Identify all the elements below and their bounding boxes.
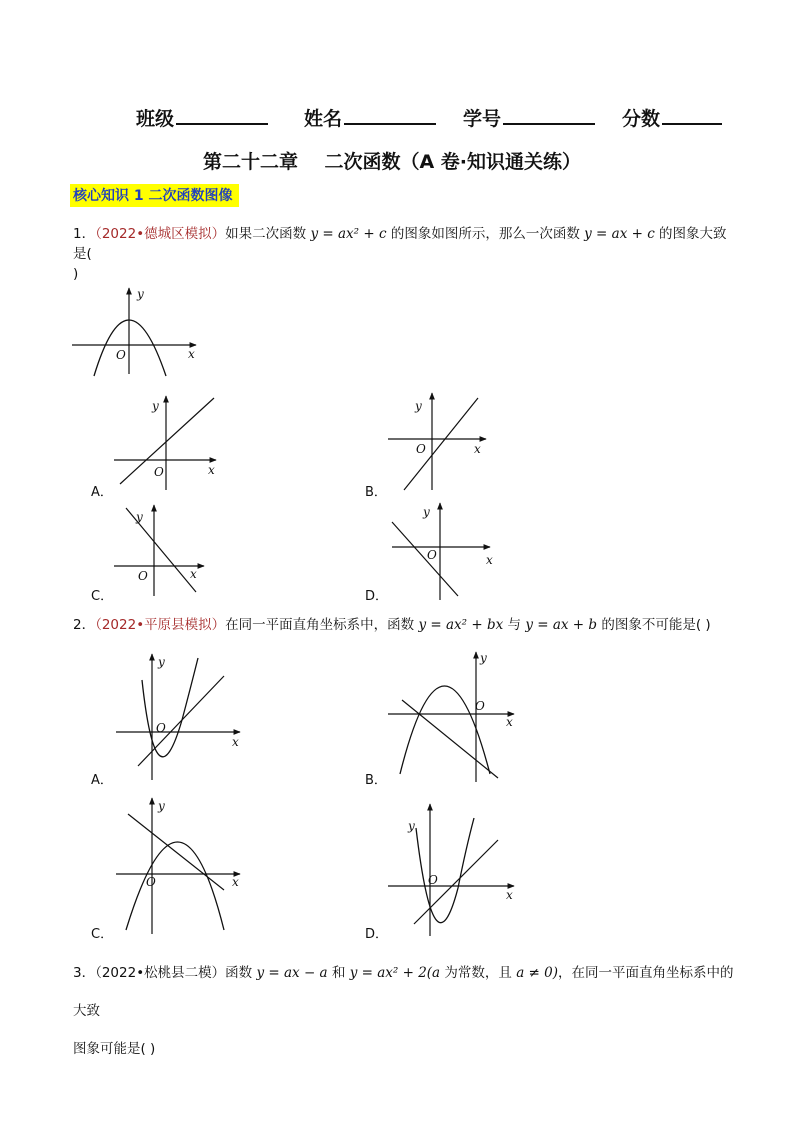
class-field <box>136 104 268 131</box>
origin-label: O <box>416 442 426 456</box>
x-axis-label: x <box>506 715 513 729</box>
student-id-blank[interactable] <box>503 107 595 125</box>
x-axis-label: x <box>208 463 215 477</box>
parabola-curve <box>416 818 474 923</box>
line-graph <box>138 676 224 766</box>
q2-option-c-figure[interactable] <box>112 794 247 936</box>
x-axis-label: x <box>190 567 197 581</box>
option-d-label[interactable]: D． <box>365 927 389 942</box>
question-text: 图象可能是( ) <box>73 1041 156 1057</box>
question-2 <box>73 615 733 635</box>
origin-label: O <box>116 348 126 362</box>
formula: y = ax − a <box>256 965 328 981</box>
x-axis-label: x <box>232 875 239 889</box>
q2-option-b-figure[interactable] <box>386 648 521 784</box>
question-1 <box>73 224 733 284</box>
line-graph <box>120 398 214 484</box>
name-field <box>304 104 436 131</box>
origin-label: O <box>427 548 437 562</box>
score-field <box>622 104 722 131</box>
question-text: ，在同一平面直角坐标系中的大致 <box>73 965 734 1019</box>
y-axis-label: y <box>137 287 144 301</box>
question-number: 1． <box>73 226 96 242</box>
question-number: 3． <box>73 965 96 981</box>
q2-option-d-figure[interactable] <box>386 800 521 938</box>
y-axis-label: y <box>158 655 165 669</box>
y-axis-label: y <box>415 399 422 413</box>
x-axis-label: x <box>486 553 493 567</box>
parabola-curve <box>126 842 224 930</box>
option-c-label[interactable]: C． <box>91 589 114 604</box>
origin-label: O <box>154 465 164 479</box>
student-id-label: 学号 <box>463 108 502 130</box>
x-axis-label: x <box>188 347 195 361</box>
line-graph <box>414 840 498 924</box>
q1-main-figure <box>70 284 200 379</box>
option-d-label[interactable]: D． <box>365 589 389 604</box>
name-blank[interactable] <box>344 107 436 125</box>
question-3 <box>73 954 743 1068</box>
q1-option-a-figure[interactable] <box>108 392 223 492</box>
class-label: 班级 <box>136 108 175 130</box>
question-text: 为常数，且 <box>440 965 517 981</box>
question-text: 的图象不可能是( ) <box>597 617 711 633</box>
formula: y = ax² + bx <box>418 617 504 633</box>
formula: y = ax + c <box>584 226 655 242</box>
class-blank[interactable] <box>176 107 268 125</box>
question-source: （2022•松桃县二模） <box>95 965 226 981</box>
origin-label: O <box>475 699 485 713</box>
question-source: （2022•平原县模拟） <box>95 617 226 633</box>
question-text: 函数 <box>225 965 257 981</box>
option-a-label[interactable]: A． <box>91 773 113 788</box>
formula: y = ax + b <box>525 617 598 633</box>
origin-label: O <box>156 721 166 735</box>
score-label: 分数 <box>622 108 661 130</box>
question-source: （2022•德城区模拟） <box>95 226 226 242</box>
parabola-curve <box>94 320 166 376</box>
y-axis-label: y <box>152 399 159 413</box>
option-b-label[interactable]: B． <box>365 485 387 500</box>
option-b-label[interactable]: B． <box>365 773 387 788</box>
y-axis-label: y <box>480 651 487 665</box>
question-text: 在同一平面直角坐标系中，函数 <box>225 617 419 633</box>
x-axis-label: x <box>232 735 239 749</box>
question-text: 与 <box>503 617 526 633</box>
name-label: 姓名 <box>304 108 343 130</box>
q1-option-d-figure[interactable] <box>386 500 498 602</box>
formula: a ≠ 0) <box>516 965 559 981</box>
x-axis-label: x <box>506 888 513 902</box>
formula: y = ax² + c <box>310 226 387 242</box>
origin-label: O <box>146 875 156 889</box>
x-axis-label: x <box>474 442 481 456</box>
question-text: ) <box>73 266 79 282</box>
parabola-curve <box>142 658 198 757</box>
chapter-title: 第二十二章 二次函数（A 卷·知识通关练） <box>203 151 581 173</box>
origin-label: O <box>428 873 438 887</box>
question-text: 如果二次函数 <box>225 226 311 242</box>
question-text: 的图象如图所示，那么一次函数 <box>386 226 585 242</box>
q2-option-a-figure[interactable] <box>112 650 247 782</box>
option-a-label[interactable]: A． <box>91 485 113 500</box>
q1-option-c-figure[interactable] <box>112 502 212 598</box>
formula: y = ax² + 2(a <box>349 965 441 981</box>
student-id-field <box>463 104 595 131</box>
section-label: 核心知识 1 二次函数图像 <box>70 184 239 207</box>
question-text: 的图象大致是( <box>73 226 727 262</box>
line-graph <box>392 522 458 596</box>
score-blank[interactable] <box>662 107 722 125</box>
y-axis-label: y <box>158 799 165 813</box>
student-info-header <box>0 104 794 132</box>
q1-option-b-figure[interactable] <box>386 390 496 492</box>
question-number: 2． <box>73 617 96 633</box>
question-text: 和 <box>327 965 350 981</box>
y-axis-label: y <box>136 510 143 524</box>
y-axis-label: y <box>408 819 415 833</box>
line-graph <box>128 814 224 890</box>
origin-label: O <box>138 569 148 583</box>
y-axis-label: y <box>423 505 430 519</box>
option-c-label[interactable]: C． <box>91 927 114 942</box>
